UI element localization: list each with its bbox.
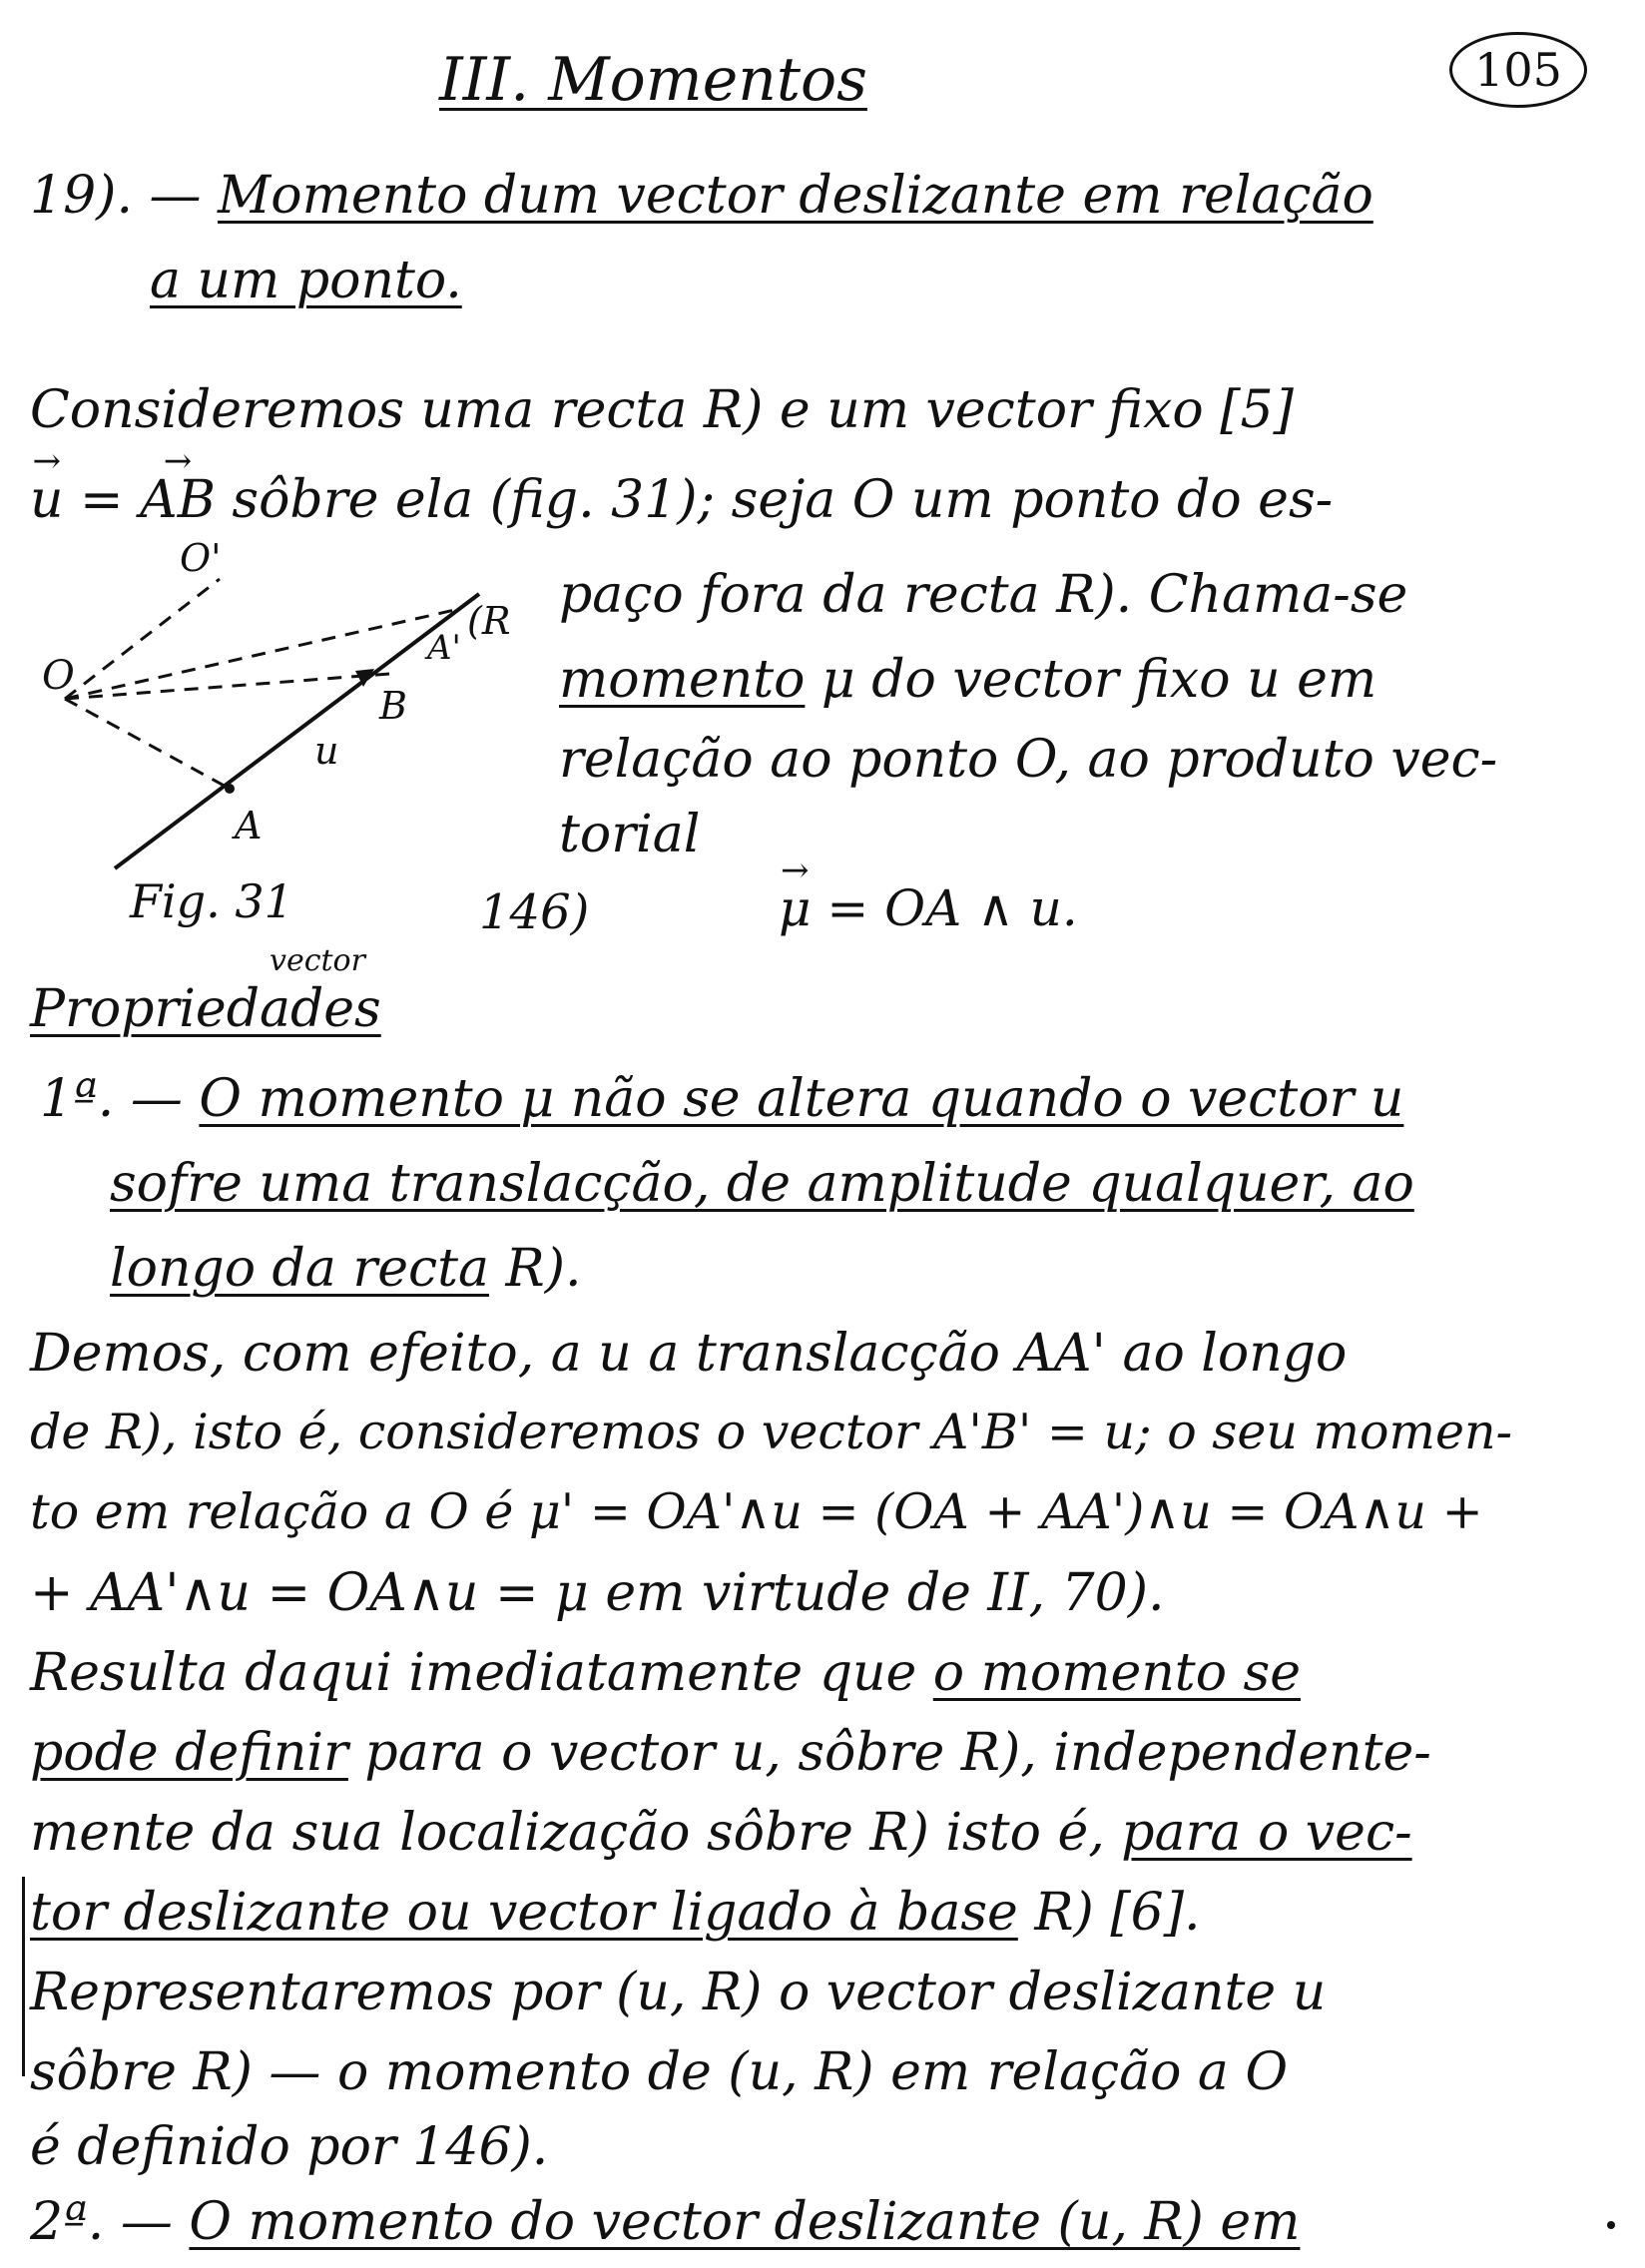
term-momento: momento [559, 650, 806, 710]
label-r: (R [467, 599, 511, 643]
label-o: O [42, 653, 75, 699]
margin-dot [1607, 2221, 1615, 2229]
demo-line-4: + AA'∧u = OA∧u = μ em virtude de II, 70). [30, 1563, 1165, 1623]
property-1-label: 1ª. — [40, 1069, 183, 1129]
equation-number: 146) [479, 884, 590, 940]
intro-line-5: relação ao ponto O, ao produto vec- [559, 730, 1498, 790]
intro-line-4-rest: μ do vector fixo u em [805, 650, 1377, 710]
property-1-text-1: O momento μ não se altera quando o vector u [199, 1069, 1404, 1129]
property-1-text-2: sofre uma translacção, de amplitude qualquer, ao [110, 1154, 1414, 1214]
equation-146 [779, 879, 1078, 937]
result-text-2b: para o vector u, sôbre R), independente- [347, 1723, 1431, 1783]
property-2-label: 2ª. — [30, 2192, 173, 2252]
dashed-oa [65, 699, 230, 789]
result-text-3a: mente da sua localização sôbre R) isto é, [30, 1803, 1122, 1863]
property-1-text-3: longo da recta [110, 1239, 490, 1299]
property-1-line-2 [110, 1154, 1414, 1214]
result-text-2a: pode definir [30, 1723, 348, 1783]
result-line-2 [30, 1723, 1431, 1783]
label-a-prime: A' [427, 628, 461, 668]
label-u: u [314, 729, 339, 773]
label-a: A [235, 804, 263, 848]
result-text-4b: R) [6]. [1017, 1883, 1201, 1943]
chapter-title-text: III. Momentos [439, 45, 867, 115]
property-2-line-1 [30, 2192, 1301, 2252]
statement-line-3: é definido por 146). [30, 2117, 549, 2177]
margin-bar [22, 1877, 25, 2076]
intro-line-2 [30, 470, 1334, 530]
section-title-line2: a um ponto. [150, 251, 462, 310]
result-text-1a: Resulta daqui imediatamente que [30, 1643, 933, 1703]
property-1-text-3b: R). [489, 1239, 582, 1299]
point-a [225, 784, 235, 794]
section-heading [30, 166, 1373, 226]
result-line-1 [30, 1643, 1301, 1703]
intro-line-2-rest: sôbre ela (fig. 31); seja O um ponto do es- [215, 470, 1334, 530]
result-text-1b: o momento se [932, 1643, 1301, 1703]
result-text-3b: para o vec- [1121, 1803, 1412, 1863]
property-1-line-3 [110, 1239, 582, 1299]
result-text-4a: tor deslizante ou vector ligado à base [30, 1883, 1018, 1943]
label-b: B [379, 684, 407, 728]
demo-line-1: Demos, com efeito, a u a translacção AA' ao longo [30, 1324, 1348, 1384]
line-r [115, 594, 479, 868]
section-title-line1: Momento dum vector deslizante em relação [218, 166, 1373, 226]
equals: = [63, 470, 141, 530]
properties-heading [30, 979, 381, 1039]
eq-rhs: = OA ∧ u. [811, 879, 1078, 937]
property-1-line-1 [40, 1069, 1404, 1129]
vector-ab: → AB [140, 474, 216, 526]
vector-u: → u [30, 474, 64, 526]
statement-line-1: Representaremos por (u, R) o vector deslizante u [30, 1963, 1327, 2022]
property-2-text-1: O momento do vector deslizante (u, R) em [189, 2192, 1301, 2252]
page-number: 105 [1449, 32, 1587, 108]
properties-annotation: vector [270, 943, 365, 978]
result-line-3 [30, 1803, 1412, 1863]
figure-caption: Fig. 31 [130, 874, 293, 928]
label-o-prime: O' [180, 539, 222, 580]
properties-heading-text: Propriedades [30, 979, 381, 1039]
result-line-4 [30, 1883, 1201, 1943]
eq-mu: → μ [779, 883, 812, 933]
chapter-title [439, 45, 867, 115]
intro-line-6: torial [559, 805, 701, 864]
demo-line-2: de R), isto é, consideremos o vector A'B' = u; o seu momen- [30, 1404, 1513, 1460]
demo-line-3: to em relação a O é μ' = OA'∧u = (OA + AA')∧u = OA∧u + [30, 1483, 1483, 1540]
section-number: 19). — [30, 166, 202, 226]
intro-line-4 [559, 650, 1377, 710]
intro-line-1: Consideremos uma recta R) e um vector fixo [5] [30, 380, 1294, 440]
statement-line-2: sôbre R) — o momento de (u, R) em relação a O [30, 2042, 1289, 2102]
intro-line-3: paço fora da recta R). Chama-se [559, 565, 1408, 625]
section-heading-cont [150, 251, 462, 310]
